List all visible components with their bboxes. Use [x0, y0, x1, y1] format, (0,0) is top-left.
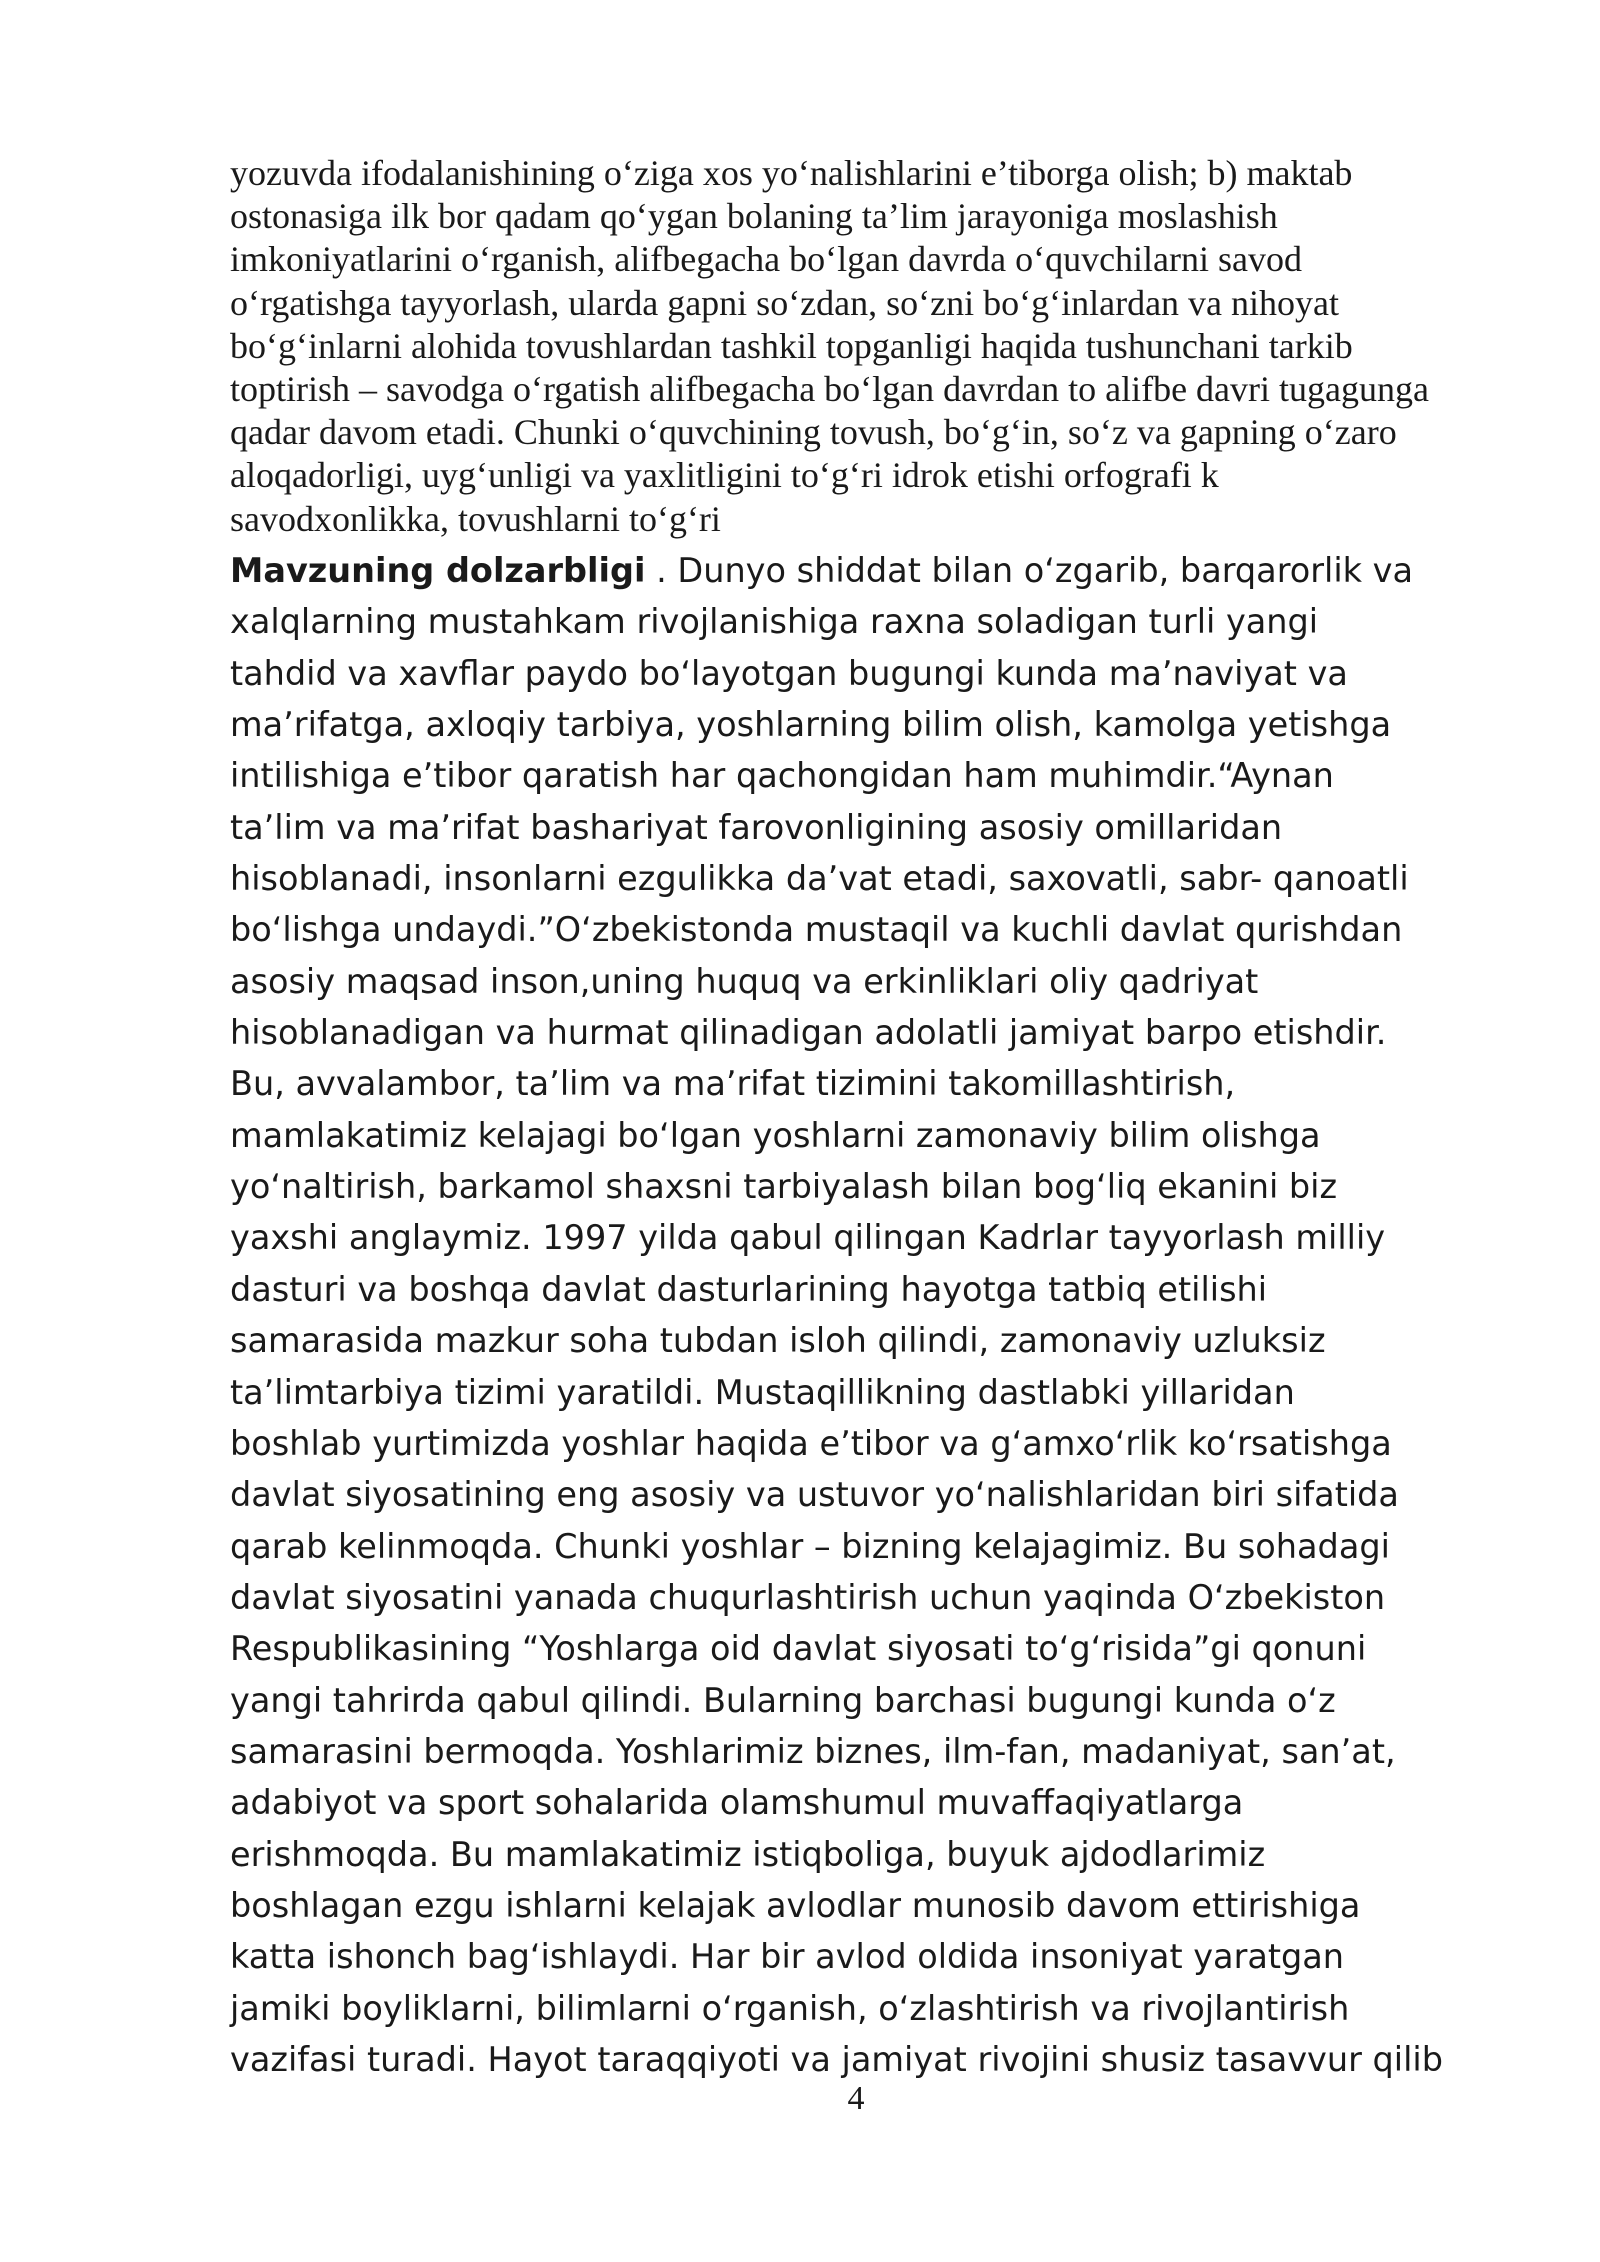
- paragraph-line: yangi tahrirda qabul qilindi. Bularning barchasi bugungi kunda o‘z: [230, 1680, 1336, 1720]
- paragraph-line: qarab kelinmoqda. Chunki yoshlar – bizning kelajagimiz. Bu sohadagi: [230, 1526, 1390, 1566]
- page-number: 4: [847, 2080, 865, 2117]
- paragraph-line: katta ishonch bag‘ishlaydi. Har bir avlod oldida insoniyat yaratgan: [230, 1937, 1345, 1977]
- paragraph-line: hisoblanadi, insonlarni ezgulikka da’vat etadi, saxovatli, sabr- qanoatli: [230, 859, 1409, 899]
- paragraph-line: aloqadorligi, uyg‘unligi va yaxlitligini to‘g‘ri idrok etishi orfografi k: [230, 455, 1219, 496]
- paragraph-line: yo‘naltirish, barkamol shaxsni tarbiyalash bilan bog‘liq ekanini biz: [230, 1167, 1338, 1207]
- paragraph-line: davlat siyosatini yanada chuqurlashtirish uchun yaqinda O‘zbekiston: [230, 1577, 1386, 1617]
- paragraph-line: asosiy maqsad inson,uning huquq va erkinliklari oliy qadriyat: [230, 961, 1259, 1001]
- paragraph-line: ta’lim va ma’rifat bashariyat farovonligining asosiy omillaridan: [230, 807, 1283, 847]
- paragraph-line: jamiki boyliklarni, bilimlarni o‘rganish, o‘zlashtirish va rivojlantirish: [230, 1988, 1350, 2028]
- paragraph-line: Bu, avvalambor, ta’lim va ma’rifat tizimini takomillashtirish,: [230, 1064, 1236, 1104]
- paragraph-first-line: [230, 545, 1550, 596]
- paragraph-line: tahdid va xavflar paydo bo‘layotgan bugungi kunda ma’naviyat va: [230, 653, 1348, 693]
- paragraph-line: bo‘g‘inlarni alohida tovushlardan tashkil topganligi haqida tushunchani tarkib: [230, 325, 1353, 366]
- paragraph-line: ta’limtarbiya tizimi yaratildi. Mustaqillikning dastlabki yillaridan: [230, 1372, 1295, 1412]
- paragraph-line: ma’rifatga, axloqiy tarbiya, yoshlarning bilim olish, kamolga yetishga: [230, 705, 1392, 745]
- paragraph-line: bo‘lishga undaydi.”O‘zbekistonda mustaqil va kuchli davlat qurishdan: [230, 910, 1403, 950]
- paragraph-line: savodxonlikka, tovushlarni to‘g‘ri: [230, 498, 721, 539]
- paragraph-line: dasturi va boshqa davlat dasturlarining hayotga tatbiq etilishi: [230, 1269, 1268, 1309]
- paragraph-line: ostonasiga ilk bor qadam qo‘ygan bolaning ta’lim jarayoniga moslashish: [230, 196, 1278, 237]
- paragraph-line: toptirish – savodga o‘rgatish alifbegacha bo‘lgan davrdan to alifbe davri tugagunga: [230, 369, 1429, 410]
- paragraph-line: xalqlarning mustahkam rivojlanishiga raxna soladigan turli yangi: [230, 602, 1319, 642]
- paragraph-line: adabiyot va sport sohalarida olamshumul muvaffaqiyatlarga: [230, 1783, 1244, 1823]
- paragraph-line: o‘rgatishga tayyorlash, ularda gapni so‘zdan, so‘zni bo‘g‘inlardan va nihoyat: [230, 282, 1340, 323]
- paragraph-line: boshlagan ezgu ishlarni kelajak avlodlar munosib davom ettirishiga: [230, 1885, 1361, 1925]
- paragraph-line: boshlab yurtimizda yoshlar haqida e’tibor va g‘amxo‘rlik ko‘rsatishga: [230, 1423, 1392, 1463]
- paragraph-line: samarasini bermoqda. Yoshlarimiz biznes, ilm-fan, madaniyat, san’at,: [230, 1731, 1396, 1771]
- paragraph-line: davlat siyosatining eng asosiy va ustuvor yo‘nalishlaridan biri sifatida: [230, 1475, 1399, 1515]
- intro-paragraph: [230, 152, 1530, 541]
- paragraph-line: erishmoqda. Bu mamlakatimiz istiqboliga, buyuk ajdodlarimiz: [230, 1834, 1266, 1874]
- paragraph-line: samarasida mazkur soha tubdan isloh qilindi, zamonaviy uzluksiz: [230, 1321, 1326, 1361]
- paragraph-line: intilishiga e’tibor qaratish har qachongidan ham muhimdir.“Aynan: [230, 756, 1334, 796]
- paragraph-line: mamlakatimiz kelajagi bo‘lgan yoshlarni zamonaviy bilim olishga: [230, 1115, 1321, 1155]
- heading-line-rest: . Dunyo shiddat bilan o‘zgarib, barqarorlik va: [645, 551, 1414, 590]
- section-heading: Mavzuning dolzarbligi: [230, 551, 646, 590]
- relevance-paragraph: [230, 545, 1550, 2085]
- paragraph-line: imkoniyatlarini o‘rganish, alifbegacha bo‘lgan davrda o‘quvchilarni savod: [230, 239, 1303, 280]
- paragraph-line: qadar davom etadi. Chunki o‘quvchining tovush, bo‘g‘in, so‘z va gapning o‘zaro: [230, 412, 1397, 453]
- paragraph-line: hisoblanadigan va hurmat qilinadigan adolatli jamiyat barpo etishdir.: [230, 1013, 1387, 1053]
- paragraph-line: yaxshi anglaymiz. 1997 yilda qabul qilingan Kadrlar tayyorlash milliy: [230, 1218, 1386, 1258]
- paragraph-line: vazifasi turadi. Hayot taraqqiyoti va jamiyat rivojini shusiz tasavvur qilib: [230, 2039, 1443, 2079]
- paragraph-line: yozuvda ifodalanishining o‘ziga xos yo‘nalishlarini e’tiborga olish; b) maktab: [230, 153, 1353, 193]
- paragraph-line: Respublikasining “Yoshlarga oid davlat siyosati to‘g‘risida”gi qonuni: [230, 1629, 1367, 1669]
